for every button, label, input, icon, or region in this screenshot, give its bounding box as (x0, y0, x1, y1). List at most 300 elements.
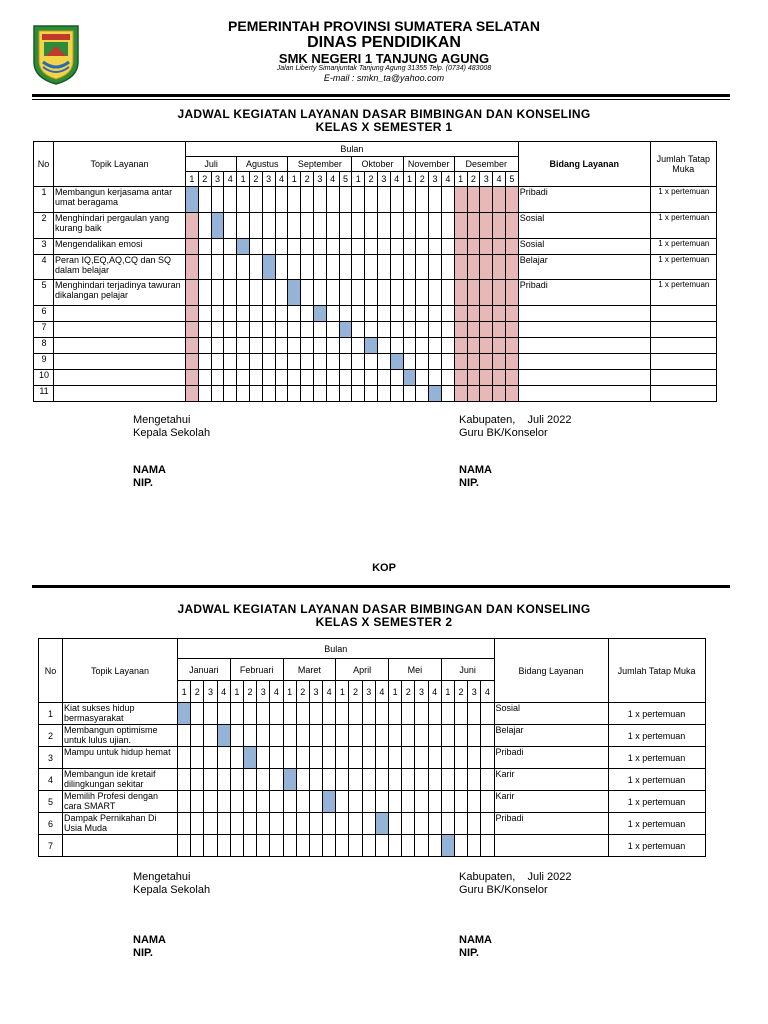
s1-week-cell (390, 213, 403, 239)
s2-week-cell (309, 725, 322, 747)
s1-week-cell (454, 280, 467, 306)
s1-row (34, 338, 717, 354)
s1-week-cell (493, 280, 506, 306)
sign2-counselor-title: Guru BK/Konselor (459, 884, 548, 896)
s1-week-cell (211, 370, 224, 386)
s2-week-cell (257, 769, 270, 791)
s1-week-cell (275, 322, 288, 338)
s2-week-cell (428, 725, 441, 747)
s1-week-cell (186, 386, 199, 402)
s1-week-cell (326, 370, 339, 386)
s2-week-cell (481, 747, 494, 769)
s1-week-cell (352, 187, 365, 213)
s2-week-cell (468, 791, 481, 813)
s1-week-cell (467, 386, 480, 402)
s1-week-cell (224, 187, 237, 213)
s1-week-cell (493, 322, 506, 338)
s2-week-cell (336, 703, 349, 725)
s1-week-cell (454, 306, 467, 322)
s2-week-cell (389, 725, 402, 747)
s2-week-cell (468, 813, 481, 835)
s1-month-oktober: Oktober (352, 157, 403, 172)
s2-week-cell (296, 703, 309, 725)
s1-week-cell (224, 280, 237, 306)
s2-week-cell (402, 813, 415, 835)
s2-row-bidang: Pribadi (494, 747, 608, 769)
s1-week-cell (429, 338, 442, 354)
s1-row-topik: Membangun kerjasama antar umat beragama (54, 187, 186, 213)
s1-week-cell (403, 306, 416, 322)
s1-week-cell (288, 255, 301, 280)
s2-week-cell (283, 813, 296, 835)
s1-week-cell (441, 306, 454, 322)
s1-week-cell (403, 386, 416, 402)
s1-week-cell (429, 322, 442, 338)
header-email: E-mail : smkn_ta@yahoo.com (323, 73, 445, 83)
s1-week-cell (301, 213, 314, 239)
s1-week-number: 1 (288, 172, 301, 187)
s2-week-number: 4 (481, 681, 494, 703)
s1-week-cell (198, 239, 211, 255)
s1-week-cell (429, 280, 442, 306)
s1-week-number: 2 (301, 172, 314, 187)
s2-row-bidang: Sosial (494, 703, 608, 725)
s2-week-cell (454, 703, 467, 725)
s2-week-number: 1 (389, 681, 402, 703)
s2-week-number: 3 (415, 681, 428, 703)
s2-row-topik: Memilih Profesi dengan cara SMART (63, 791, 178, 813)
s1-week-cell (326, 338, 339, 354)
s1-week-cell (441, 354, 454, 370)
s2-week-cell (270, 835, 283, 857)
s1-week-cell (454, 322, 467, 338)
s2-week-number: 2 (191, 681, 204, 703)
s1-week-cell (301, 280, 314, 306)
s1-row-no: 5 (34, 280, 54, 306)
s1-week-cell (224, 370, 237, 386)
s1-week-cell (301, 255, 314, 280)
s1-week-number: 4 (493, 172, 506, 187)
s2-week-cell (323, 703, 336, 725)
s2-week-cell (257, 813, 270, 835)
s1-week-cell (326, 386, 339, 402)
s1-week-cell (429, 255, 442, 280)
s1-week-cell (249, 187, 262, 213)
s1-col-jumlah: Jumlah Tatap Muka (650, 142, 716, 187)
s1-week-cell (237, 187, 250, 213)
s2-week-number: 3 (204, 681, 217, 703)
s1-week-cell (211, 239, 224, 255)
s1-week-cell (403, 338, 416, 354)
s1-week-cell (416, 187, 429, 213)
s2-week-cell (336, 835, 349, 857)
s1-week-cell (454, 213, 467, 239)
sign1-principal-name: NAMA (133, 464, 166, 476)
s1-week-cell (403, 239, 416, 255)
s1-week-cell (211, 187, 224, 213)
s1-week-cell (301, 370, 314, 386)
s2-week-cell (389, 769, 402, 791)
sign1-counselor-title: Guru BK/Konselor (459, 427, 548, 439)
s1-row-no: 9 (34, 354, 54, 370)
s1-week-cell (416, 354, 429, 370)
s2-week-number: 1 (336, 681, 349, 703)
schedule2-table (38, 638, 706, 857)
s2-row-jumlah: 1 x pertemuan (608, 791, 705, 813)
s2-week-cell (428, 813, 441, 835)
s2-week-cell (402, 747, 415, 769)
s1-month-desember: Desember (454, 157, 518, 172)
s2-week-cell (230, 813, 243, 835)
s1-row-bidang (518, 338, 650, 354)
s1-week-cell (505, 239, 518, 255)
s1-week-cell (249, 386, 262, 402)
s1-week-cell (352, 213, 365, 239)
s1-week-cell (352, 354, 365, 370)
s2-week-cell (481, 769, 494, 791)
s1-row-jumlah (650, 354, 716, 370)
s1-scheduled-week-cell (339, 322, 352, 338)
s1-week-cell (198, 187, 211, 213)
s2-row (39, 835, 706, 857)
s1-week-cell (313, 322, 326, 338)
s2-week-cell (336, 769, 349, 791)
s1-week-cell (313, 255, 326, 280)
s1-week-cell (390, 187, 403, 213)
s2-week-cell (468, 835, 481, 857)
s1-row-topik: Peran IQ,EQ,AQ,CQ dan SQ dalam belajar (54, 255, 186, 280)
s1-week-cell (416, 280, 429, 306)
s2-scheduled-week-cell (323, 791, 336, 813)
s1-week-cell (365, 280, 378, 306)
s1-week-cell (467, 354, 480, 370)
s1-week-cell (403, 187, 416, 213)
s1-row-bidang: Sosial (518, 239, 650, 255)
s1-row-bidang: Sosial (518, 213, 650, 239)
s2-week-cell (454, 769, 467, 791)
s1-week-cell (454, 187, 467, 213)
s2-week-cell (191, 791, 204, 813)
s1-week-cell (365, 306, 378, 322)
s1-week-cell (198, 386, 211, 402)
s2-week-cell (257, 747, 270, 769)
s1-scheduled-week-cell (237, 239, 250, 255)
s2-week-cell (191, 703, 204, 725)
s1-week-cell (352, 255, 365, 280)
sign1-principal-title: Kepala Sekolah (133, 427, 211, 439)
s1-week-cell (249, 354, 262, 370)
s1-week-cell (454, 255, 467, 280)
s1-header-row (34, 142, 717, 157)
kop-label: KOP (372, 562, 396, 574)
s1-scheduled-week-cell (429, 386, 442, 402)
s1-week-number: 2 (365, 172, 378, 187)
s1-week-cell (339, 370, 352, 386)
s2-week-cell (389, 747, 402, 769)
s1-week-cell (313, 386, 326, 402)
s1-week-cell (186, 322, 199, 338)
s2-week-cell (178, 835, 191, 857)
schedule1-title: JADWAL KEGIATAN LAYANAN DASAR BIMBINGAN DAN KONSELING (177, 107, 591, 121)
s1-week-cell (237, 354, 250, 370)
s1-week-cell (480, 322, 493, 338)
s2-week-cell (309, 835, 322, 857)
s2-row-no: 1 (39, 703, 63, 725)
s1-week-cell (377, 239, 390, 255)
s2-scheduled-week-cell (375, 813, 388, 835)
s2-week-cell (362, 703, 375, 725)
sign1-counselor-name: NAMA (459, 464, 492, 476)
s2-col-bidang: Bidang Layanan (494, 639, 608, 703)
s1-row-jumlah: 1 x pertemuan (650, 187, 716, 213)
s1-week-cell (416, 213, 429, 239)
s2-week-cell (375, 835, 388, 857)
sign1-acknowledge: Mengetahui (133, 414, 191, 426)
s2-week-cell (204, 835, 217, 857)
s2-week-cell (217, 769, 230, 791)
s1-week-cell (326, 306, 339, 322)
s2-week-cell (415, 769, 428, 791)
s1-row (34, 255, 717, 280)
s1-week-cell (288, 354, 301, 370)
s1-week-number: 4 (390, 172, 403, 187)
s1-week-number: 1 (186, 172, 199, 187)
s2-week-cell (481, 703, 494, 725)
s1-week-cell (467, 306, 480, 322)
header-address: Jalan Liberty Simanjuntak Tanjung Agung 31355 Telp. (0734) 483008 (276, 65, 492, 72)
s2-week-cell (428, 769, 441, 791)
s2-col-topik: Topik Layanan (63, 639, 178, 703)
s1-row-bidang (518, 386, 650, 402)
s1-week-cell (339, 386, 352, 402)
s1-week-cell (224, 354, 237, 370)
s1-week-cell (301, 306, 314, 322)
s2-row-jumlah: 1 x pertemuan (608, 835, 705, 857)
s1-week-cell (390, 306, 403, 322)
s1-week-cell (365, 354, 378, 370)
s2-week-cell (270, 703, 283, 725)
s1-week-cell (224, 338, 237, 354)
s2-week-cell (296, 725, 309, 747)
s2-row-bidang: Belajar (494, 725, 608, 747)
s2-week-cell (389, 791, 402, 813)
s2-week-cell (323, 813, 336, 835)
s2-week-cell (415, 813, 428, 835)
s2-week-cell (402, 703, 415, 725)
s1-week-cell (198, 354, 211, 370)
s2-week-cell (336, 747, 349, 769)
s1-week-cell (441, 213, 454, 239)
s1-scheduled-week-cell (403, 370, 416, 386)
s1-week-cell (377, 322, 390, 338)
s1-week-cell (262, 354, 275, 370)
s1-row (34, 354, 717, 370)
s1-row-no: 1 (34, 187, 54, 213)
s1-week-cell (390, 386, 403, 402)
s1-week-cell (249, 370, 262, 386)
s1-row-no: 6 (34, 306, 54, 322)
s1-week-cell (377, 338, 390, 354)
s1-week-number: 1 (352, 172, 365, 187)
s2-week-cell (270, 813, 283, 835)
s1-week-cell (352, 280, 365, 306)
s2-week-cell (468, 769, 481, 791)
s2-week-number: 4 (217, 681, 230, 703)
schedule2-subtitle: KELAS X SEMESTER 2 (315, 615, 453, 629)
s1-week-cell (416, 322, 429, 338)
s1-week-cell (352, 306, 365, 322)
s1-week-cell (377, 255, 390, 280)
s1-week-cell (441, 322, 454, 338)
s2-month-januari: Januari (178, 659, 231, 681)
s1-week-number: 2 (198, 172, 211, 187)
s1-week-cell (454, 370, 467, 386)
s1-week-cell (313, 239, 326, 255)
s2-row (39, 747, 706, 769)
s2-week-cell (362, 747, 375, 769)
s2-row-topik: Kiat sukses hidup bermasyarakat (63, 703, 178, 725)
s2-week-cell (309, 769, 322, 791)
s2-week-cell (389, 703, 402, 725)
s1-week-cell (275, 255, 288, 280)
s1-week-cell (505, 306, 518, 322)
s2-month-juni: Juni (441, 659, 494, 681)
schedule1-subtitle: KELAS X SEMESTER 1 (315, 120, 453, 134)
sign1-principal-nip: NIP. (133, 477, 153, 489)
s2-week-cell (191, 725, 204, 747)
s2-row (39, 769, 706, 791)
s1-week-cell (313, 280, 326, 306)
s2-week-number: 2 (243, 681, 256, 703)
s2-week-cell (336, 791, 349, 813)
s2-week-cell (389, 813, 402, 835)
s1-week-cell (441, 338, 454, 354)
s1-week-cell (275, 338, 288, 354)
s1-week-cell (339, 239, 352, 255)
s1-week-cell (262, 386, 275, 402)
s2-week-cell (362, 769, 375, 791)
s2-row-no: 7 (39, 835, 63, 857)
s1-week-cell (249, 280, 262, 306)
s1-row-topik: Menghindari pergaulan yang kurang baik (54, 213, 186, 239)
s1-week-cell (275, 213, 288, 239)
s2-week-cell (217, 703, 230, 725)
s1-week-cell (441, 255, 454, 280)
s1-week-cell (249, 322, 262, 338)
s2-scheduled-week-cell (178, 703, 191, 725)
s1-row-no: 4 (34, 255, 54, 280)
s2-week-cell (217, 747, 230, 769)
s2-week-cell (415, 725, 428, 747)
s1-week-cell (505, 370, 518, 386)
s2-week-cell (336, 813, 349, 835)
sign2-principal-nip: NIP. (133, 947, 153, 959)
s2-week-number: 2 (296, 681, 309, 703)
s2-week-cell (230, 725, 243, 747)
s2-week-cell (454, 813, 467, 835)
s1-week-cell (505, 255, 518, 280)
s2-scheduled-week-cell (217, 725, 230, 747)
s2-header-row (39, 639, 706, 659)
s1-week-cell (198, 370, 211, 386)
s1-week-cell (505, 386, 518, 402)
s1-week-cell (275, 306, 288, 322)
s1-week-cell (339, 213, 352, 239)
s2-row (39, 791, 706, 813)
s2-week-cell (296, 791, 309, 813)
s1-week-cell (211, 338, 224, 354)
sign2-principal-name: NAMA (133, 934, 166, 946)
s1-row-jumlah: 1 x pertemuan (650, 255, 716, 280)
s2-week-cell (415, 835, 428, 857)
s1-month-september: September (288, 157, 352, 172)
s1-week-cell (198, 280, 211, 306)
s1-week-cell (186, 255, 199, 280)
s1-week-cell (480, 338, 493, 354)
s2-week-cell (375, 703, 388, 725)
s1-week-cell (186, 239, 199, 255)
s1-row-jumlah: 1 x pertemuan (650, 280, 716, 306)
s1-week-cell (224, 306, 237, 322)
s1-week-cell (352, 338, 365, 354)
s1-week-cell (365, 386, 378, 402)
s2-week-cell (481, 791, 494, 813)
s1-row-jumlah (650, 338, 716, 354)
s2-week-cell (454, 747, 467, 769)
s2-row-topik: Mampu untuk hidup hemat (63, 747, 178, 769)
s1-scheduled-week-cell (211, 213, 224, 239)
s2-week-cell (230, 747, 243, 769)
s1-week-cell (186, 338, 199, 354)
s1-week-number: 3 (313, 172, 326, 187)
s2-week-cell (415, 703, 428, 725)
s1-week-cell (454, 338, 467, 354)
s2-week-cell (178, 813, 191, 835)
s1-week-cell (352, 370, 365, 386)
s2-row-topik: Membangun optimisme untuk lulus ujian. (63, 725, 178, 747)
s2-week-cell (243, 813, 256, 835)
s1-week-cell (403, 322, 416, 338)
s1-row-jumlah: 1 x pertemuan (650, 239, 716, 255)
s1-week-cell (313, 370, 326, 386)
s2-week-cell (283, 703, 296, 725)
s1-week-cell (467, 187, 480, 213)
s2-week-cell (441, 747, 454, 769)
s1-week-number: 3 (429, 172, 442, 187)
s1-week-cell (454, 354, 467, 370)
s2-week-number: 2 (402, 681, 415, 703)
s1-row-no: 7 (34, 322, 54, 338)
s1-week-cell (326, 280, 339, 306)
s1-week-cell (390, 239, 403, 255)
header-school-name: SMK NEGERI 1 TANJUNG AGUNG (278, 51, 490, 66)
header-government-line: PEMERINTAH PROVINSI SUMATERA SELATAN (228, 18, 540, 34)
sign1-counselor-nip: NIP. (459, 477, 479, 489)
s1-week-cell (403, 280, 416, 306)
s2-week-cell (441, 813, 454, 835)
s1-week-cell (186, 370, 199, 386)
s2-week-cell (296, 747, 309, 769)
kop-rule (32, 585, 730, 588)
s1-week-cell (339, 280, 352, 306)
s2-week-number: 1 (230, 681, 243, 703)
s1-week-cell (301, 187, 314, 213)
s1-week-cell (365, 322, 378, 338)
s1-week-cell (198, 255, 211, 280)
s1-week-cell (262, 280, 275, 306)
s1-week-cell (505, 187, 518, 213)
s2-row (39, 703, 706, 725)
